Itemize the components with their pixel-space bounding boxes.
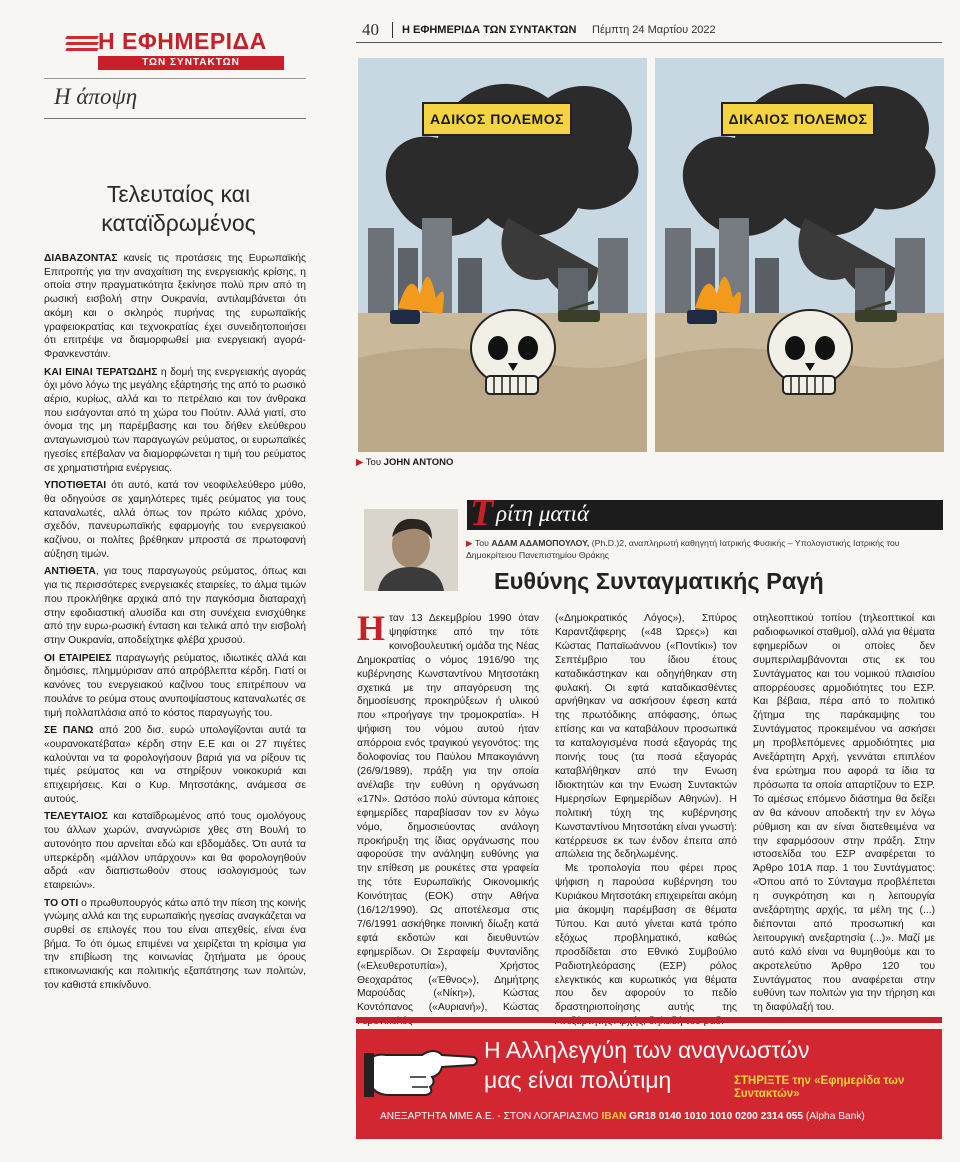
paragraph-lead: ΣΕ ΠΑΝΩ bbox=[44, 725, 94, 737]
author-portrait-icon bbox=[364, 509, 458, 591]
paragraph-text: , για τους παραγωγούς ρεύματος, όπως και για τις περισσότερες ενεργειακές εταιρείες, το άλμα τιμών που προκλήθηκε αρχικά από την παγκόσμια διαταραχή στην εφοδιαστική αλυσίδα και στη συνέχεια ενισχύθηκε από την ευρω-ρωσική ένταση και τελικά από την εισβολή στην Ουκρανία, αποδείχτηκε φλέβα χρυσού. bbox=[44, 566, 306, 646]
logo-stripes-icon bbox=[66, 36, 98, 54]
divider bbox=[392, 22, 393, 38]
column-headline: Ευθύνης Συνταγματικής Ραγή bbox=[494, 568, 824, 594]
banner-headline-1: Η Αλληλεγγύη των αναγνωστών bbox=[484, 1037, 810, 1063]
article-text: ταν 13 Δεκεμβρίου 1990 όταν ψηφίστηκε από την τότε κοινοβουλευτική ομάδα της Νέας Δημοκρατίας ο νόμος 1916/90 της κυβέρνησης Κωνσταντίνου Μητσοτάκη σχετικά με την απαγόρευση της δημοσίευσης προκηρύξεων ή υλικού που «προήγαγε την τρομοκρατία». Η ψήφιση του νόμου αυτού ήταν απόρροια ενός τραγικού γεγονότος: της δολοφονίας του Παύλου Μπακογιάννη (26/9/1989), πράξη για την οποία ανέλαβε την ευθύνη η οργάνωση «17Ν». Ωστόσο πολύ σύντομα κάποιες εφημερίδες παραβίασαν τον εν λόγω νόμο, δημοσιεύοντας ανάλογη προκήρυξη της ίδιας οργάνωσης που αφορούσε την ανάληψη ευθύνης για την επίθεση με ρουκέτες στα γραφεία της τότε Ευρωπαϊκής Οικονομικής Κοινότητας (ΕΟΚ) στην Αθήνα (16/12/1990). Ως αποτέλεσμα στις 7/6/1991 ασκήθηκε ποινική δίωξη κατά εφτά εκδοτών και διευθυντών εφημερίδων. Οι Σεραφείμ Φυντανίδης («Ελευθεροτυπία»), Χρήστος Θεοχαράτος («Έθνος»), Δημήτρης Μαρούδας («Νίκη»), Κώστας Κοντόπανος («Αυριανή»), Κώστας bbox=[357, 613, 539, 1014]
banner-support: ΣΤΗΡΙΞΤΕ την «Εφημερίδα των Συντακτών» bbox=[734, 1075, 905, 1100]
masthead-logo bbox=[44, 22, 306, 80]
byline-bio: (Ph.D.)2, αναπληρωτή καθηγητή Ιατρικής Φυσικής – Υπολογιστικής Ιατρικής του Δημοκρίτειου Πανεπιστημίου Θράκης bbox=[466, 538, 900, 560]
triangle-icon: ▶ bbox=[466, 538, 473, 548]
byline-prefix: Του bbox=[474, 538, 492, 548]
divider bbox=[44, 118, 306, 119]
opinion-paragraph bbox=[44, 810, 306, 892]
paragraph-text: ο πρωθυπουργός κάτω από την πίεση της κοινής γνώμης αλλά και της ευρωπαϊκής ηγεσίας αναγκάζεται να συρθεί σε επιλογές που του είναι απεχθείς, είναι ένα βήμα. Το ότι όμως επιμένει να χειρίζεται τη κρίσιμα για την επιβίωση της κοινωνίας ζητήματα με όρους επικοινωνιακής και πολιτικής εξαπάτησης των πολιτών, τον καθιστά επικίνδυνο. bbox=[44, 897, 307, 991]
paragraph-text: η δομή της ενεργειακής αγοράς όχι μόνο λόγω της μεγάλης εξάρτησής της από το ρωσικό αέριο, κυρίως, αλλά και το πετρέλαιο και τον άνθρακα που εισάγονται από τη χώρα του Πούτιν. Αλλά γιατί, στο όνομα της μη παρέμβασης και του δήθεν ελεύθερου ανταγωνισμού των παραγωγών ρεύματος, οι ευρωπαϊκές ηγεσίες επέβαλαν να διαμορφώνεται η τιμή του ρεύματος σε χρηματιστήρια ενέργειας. bbox=[44, 366, 306, 474]
section-rubric: Η άποψη bbox=[54, 84, 138, 109]
cartoon-sign-left: ΑΔΙΚΟΣ ΠΟΛΕΜΟΣ bbox=[422, 102, 572, 136]
article-column-3 bbox=[753, 612, 935, 1015]
column-label: ρίτη ματιά bbox=[496, 501, 590, 526]
triangle-icon: ▶ bbox=[356, 457, 364, 468]
opinion-paragraph bbox=[44, 252, 306, 362]
header-paper-name: Η ΕΦΗΜΕΡΙΔΑ ΤΩΝ ΣΥΝΤΑΚΤΩΝ bbox=[402, 24, 577, 36]
paragraph-text: και καταϊδρωμένος από τους ομολόγους του άλλων χωρών, αναγνώρισε χθες στη Βουλή το αυτονόητο που αρνείται εδώ και εβδομάδες. Ότι αυτά τα υπερκέρδη «μάλλον υπάρχουν» και θα φορολογηθούν αδρά «αν διαπιστωθούν στους ισολογισμούς των εταιρειών». bbox=[44, 811, 306, 891]
byline-author: ΑΔΑΜ ΑΔΑΜΟΠΟΥΛΟΥ, bbox=[491, 538, 590, 548]
author-photo bbox=[364, 509, 458, 591]
cartoon-panel-right bbox=[655, 58, 944, 452]
divider bbox=[44, 78, 306, 79]
article-column-1 bbox=[357, 608, 539, 1029]
footer-prefix: ΑΝΕΞΑΡΤΗΤΑ ΜΜΕ Α.Ε. - ΣΤΟΝ ΛΟΓΑΡΙΑΣΜΟ bbox=[380, 1111, 602, 1122]
cartoon-panel-left bbox=[358, 58, 647, 452]
opinion-body bbox=[44, 252, 306, 997]
opinion-paragraph bbox=[44, 652, 306, 721]
iban-label: IBAN bbox=[601, 1111, 627, 1122]
page-header bbox=[356, 20, 942, 42]
opinion-paragraph bbox=[44, 565, 306, 647]
pointing-hand-icon bbox=[364, 1039, 480, 1101]
article-column-2 bbox=[555, 612, 737, 1029]
bank-name: (Alpha Bank) bbox=[803, 1111, 865, 1122]
cartoon-credit bbox=[356, 457, 453, 468]
paragraph-lead: ΚΑΙ ΕΙΝΑΙ ΤΕΡΑΤΩΔΗΣ bbox=[44, 366, 158, 378]
dropcap: Η bbox=[357, 608, 386, 648]
article-paragraph: Με τροπολογία που φέρει προς ψήφιση η παρούσα κυβέρνηση του Κυριάκου Μητσοτάκη επιχειρείται ακόμη μια άκομψη παρέμβαση σε θέματα Τύπου. Και αυτό γίνεται κατά τρόπο εξόχως προβληματικό, καθώς προσδίδεται στο Εθνικό Συμβούλιο Ραδιοτηλεόρασης (ΕΣΡ) ρόλος ελεγκτικός και κυρωτικός για θέματα που δεν αφορούν το πεδίο δραστηριοποίησης αυτής της bbox=[555, 863, 737, 1014]
paragraph-lead: ΥΠΟΤΙΘΕΤΑΙ bbox=[44, 480, 107, 492]
masthead-title: Η ΕΦΗΜΕΡΙΔΑ bbox=[98, 28, 267, 54]
page-number: 40 bbox=[362, 20, 379, 39]
divider bbox=[356, 42, 942, 43]
column-label-initial: Τ bbox=[470, 492, 494, 534]
paragraph-lead: ΑΝΤΙΘΕΤΑ bbox=[44, 566, 96, 578]
article-paragraph: («Δημοκρατικός Λόγος»), Σπύρος Καραντζάφερης («48 Ώρες») και Κώστας Παπαϊωάννου («Ποντίκι») τον Σεπτέμβριο του ίδιου έτους καταδικάστηκαν και οδηγήθηκαν στη φυλακή. Οι εφτά καταδικασθέντες αρνήθηκαν να ασκήσουν έφεση κατά της πρωτόδικης απόφασης, όπως επίσης και να καταβάλουν προσωπικά τα καταλογισμένα ποσά εξαγοράς της ποινής τους (τα ποσά εξαγοράς καταβλήθηκαν από την Ενωση Ιδιοκτητών και την Ενωση Συντακτών Ημερησίων Εφημερίδων Αθηνών). Η πολιτική τύχη της κυβέρνησης Κωνσταντίνου Μητσοτάκη είναι γνωστή: κατέρρευσε εκ των ένδον έπειτα από απώλεια της δεδηλωμένης. bbox=[555, 613, 737, 861]
article-paragraph: οτηλεοπτικού τοπίου (τηλεοπτικοί και ραδιοφωνικοί σταθμοί), αλλά για θέματα εφημερίδων οι οποίες δεν συμπεριλαμβάνονται στις εκ του Συντάγματος και του νομικού πλαισίου απορρέουσες αρμοδιότητες του ΕΣΡ. Και βέβαια, πέρα από το πολιτικό ζήτημα της παράκαμψης του Συντάγματος προκειμένου να ασκήσει μη προβλεπόμενες αρμοδιότητες μια Ανεξάρτητη Αρχή, γεννάται επιπλέον ένα ερώτημα που αφορά τα ίδια τα πρόσωπα τα οποία απαρτίζουν το ΕΣΡ. Το αμέσως επόμενο διάστημα θα δείξει αν θα κάνουν αποδεκτή την εν λόγω ρύθμιση και αν είναι διατεθειμένα να την εφαρμόσουν στην πράξη. Στην ιστοσελίδα του ΕΣΡ αναφέρεται το Άρθρο 101Α παρ. 1 του Συντάγματος: «Όπου από το Σύνταγμα προβλέπεται η συγκρότηση και η λειτουργία ανεξάρτητης αρχής, τα μέλη της (...) διέπονται από προσωπική και λειτουργική ανεξαρτησία (...)». Μαζί με αυτό καλό είναι να θυμηθούμε και το ακροτελεύτιο Άρθρο 120 του Συντάγματος που αναφέρεται στην ευθύνη των πολιτών για την τήρηση και τη διαφύλαξή του. bbox=[753, 613, 935, 1014]
paragraph-text: ότι αυτό, κατά τον νεοφιλελεύθερο μύθο, θα οδηγούσε σε χαμηλότερες τιμές ρεύματος για τους καταναλωτές, αλλά όπως τον πρώτο κιόλας χρόνο, σχεδόν, πανευρωπαϊκής εφαρμογής του ενεργειακού καζίνου, οι πολίτες βρέθηκαν μπροστά σε πρωτοφανή αύξηση τιμών. bbox=[44, 480, 306, 560]
support-banner bbox=[356, 1029, 942, 1139]
cartoon bbox=[358, 58, 944, 452]
iban-number: GR18 0140 1010 1010 0200 2314 055 bbox=[626, 1111, 804, 1122]
paragraph-lead: ΔΙΑΒΑΖΟΝΤΑΣ bbox=[44, 253, 118, 264]
paragraph-lead: ΤΕΛΕΥΤΑΙΟΣ bbox=[44, 811, 108, 823]
paragraph-text: από 200 δισ. ευρώ υπολογίζονται αυτά τα «ουρανοκατέβατα» κέρδη στην Ε.Ε και οι 27 πιγέτες καλούνται να τα φορολογήσουν βαριά για να ρίξουν τις τιμές ρεύματος και να στηρίξουν νοικοκυριά και επιχειρήσεις. Και ο Κυρ. Μητσοτάκης, ανάμεσα σε αυτούς. bbox=[44, 725, 306, 805]
paragraph-lead: ΟΙ ΕΤΑΙΡΕΙΕΣ bbox=[44, 652, 112, 664]
credit-prefix: Του bbox=[365, 457, 384, 468]
opinion-title-line2: καταϊδρωμένος bbox=[101, 210, 256, 236]
banner-footer bbox=[380, 1111, 865, 1122]
masthead-subtitle: ΤΩΝ ΣΥΝΤΑΚΤΩΝ bbox=[98, 56, 284, 70]
paragraph-lead: ΤΟ ΟΤΙ bbox=[44, 897, 79, 909]
opinion-column bbox=[44, 22, 307, 991]
opinion-paragraph bbox=[44, 724, 306, 806]
column-byline bbox=[466, 537, 942, 561]
header-date: Πέμπτη 24 Μαρτίου 2022 bbox=[592, 24, 716, 36]
opinion-title bbox=[56, 180, 301, 238]
paragraph-text: παραγωγής ρεύματος, ιδιωτικές αλλά και δημόσιες, πλημμύρισαν από απρόβλεπτα κέρδη. Γιατί οι κανόνες του ενεργειακού καζίνου τους επιτρέπουν να πουλάνε το ρεύμα στους ανυποψίαστους καταναλωτές σε τιμή πολλαπλάσια από το κόστος παραγωγής του. bbox=[44, 652, 306, 719]
opinion-paragraph bbox=[44, 366, 306, 476]
cartoon-sign-right: ΔΙΚΑΙΟΣ ΠΟΛΕΜΟΣ bbox=[721, 102, 875, 136]
opinion-title-line1: Τελευταίος και bbox=[106, 181, 251, 207]
opinion-paragraph bbox=[44, 479, 306, 561]
paragraph-text: κανείς τις προτάσεις της Ευρωπαϊκής Επιτροπής για την αναχαίτιση της ενεργειακής κρίσης, η οποία στην πραγματικότητα ξεκίνησε πολύ πριν από τη ρωσική εισβολή στην Ουκρανία, αντιλαμβάνεται ότι ακόμη και ο σκληρός πυρήνας της ευρωπαϊκής γραφειοκρατίας και τεχνοκρατίας έχει συνειδητοποιήσει ότι επιτρέψε να διαμορφωθεί μια ενεργειακή αγορά-Φρανκενστάιν. bbox=[44, 253, 306, 360]
banner-divider bbox=[356, 1017, 942, 1023]
banner-headline-2: μας είναι πολύτιμη bbox=[484, 1067, 672, 1093]
opinion-paragraph bbox=[44, 897, 306, 993]
credit-author: JOHN ANTONO bbox=[383, 457, 454, 468]
